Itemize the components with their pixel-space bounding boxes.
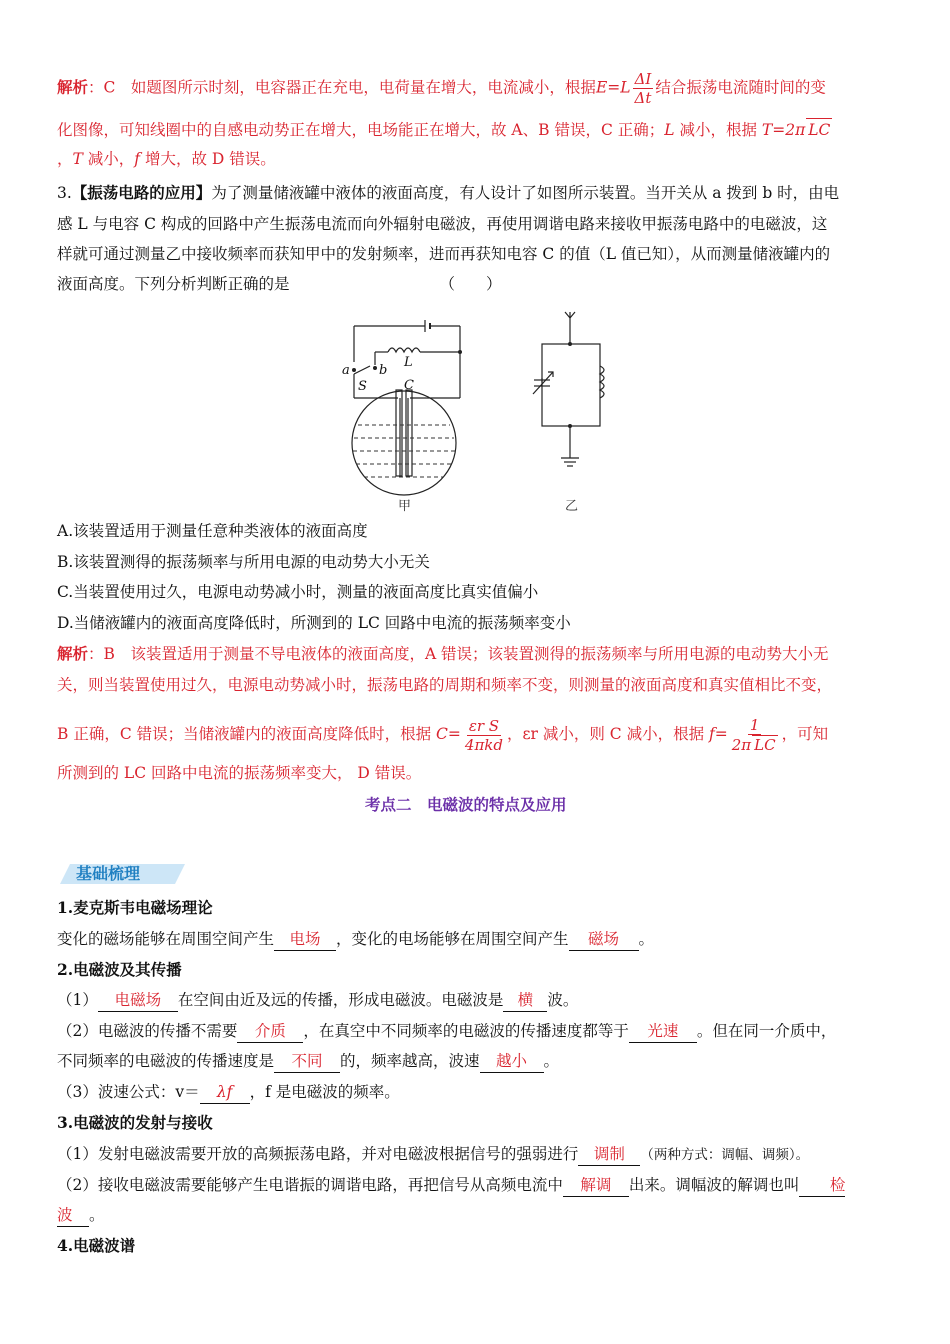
blank-answer: 解调 bbox=[563, 1174, 629, 1197]
section1-text bbox=[57, 928, 654, 951]
blank-answer: 波 bbox=[57, 1204, 89, 1227]
section3-p3 bbox=[57, 1204, 105, 1227]
option-c[interactable]: C.当装置使用过久，电源电动势减小时，测量的液面高度比真实值偏小 bbox=[57, 583, 539, 601]
analysis-text: 化图像，可知线圈中的自感电动势正在增大，电场能正在增大，故 A、B 错误，C 正确； bbox=[57, 121, 665, 139]
text: 出来。调幅波的解调也叫 bbox=[628, 1176, 800, 1194]
analysis-text: 增大，故 D 错误。 bbox=[140, 150, 276, 168]
text: （3）波速公式：v＝ bbox=[57, 1083, 200, 1101]
fraction-capacitance: $\frac{\text{εr S}}{\text{4πkd}}$ bbox=[464, 716, 503, 754]
section3-title: 3.电磁波的发射与接收 bbox=[57, 1113, 213, 1132]
equation-f: f= bbox=[709, 725, 728, 743]
blank-answer: 横 bbox=[503, 989, 547, 1012]
text: （1） bbox=[57, 991, 98, 1009]
q3-line2: 感 L 与电容 C 构成的回路中产生振荡电流而向外辐射电磁波，再使用调谐电路来接收甲振荡电路中的电磁波，这 bbox=[57, 215, 828, 233]
label-b: b bbox=[379, 363, 388, 378]
section2-p3 bbox=[57, 1050, 559, 1073]
figure-jia bbox=[330, 310, 480, 515]
section3-p2 bbox=[57, 1174, 845, 1197]
text: 在空间由近及远的传播，形成电磁波。电磁波是 bbox=[177, 991, 504, 1009]
text: （1）发射电磁波需要开放的高频振荡电路，并对电磁波根据信号的强弱进行 bbox=[57, 1145, 579, 1163]
label-yi: 乙 bbox=[565, 499, 579, 514]
text: 。 bbox=[89, 1206, 105, 1224]
q3-line3: 样就可通过测量乙中接收频率而获知甲中的发射频率，进而再获知电容 C 的值（L 值已知），从而测量储液罐内的 bbox=[57, 245, 831, 263]
section2-p4 bbox=[57, 1081, 400, 1104]
analysis-text: ， bbox=[57, 150, 73, 168]
blank-answer: 光速 bbox=[629, 1020, 697, 1043]
q2-analysis-line2 bbox=[57, 118, 832, 141]
text: （2）电磁波的传播不需要 bbox=[57, 1022, 238, 1040]
text: ，f 是电磁波的频率。 bbox=[249, 1083, 400, 1101]
blank-answer: 调制 bbox=[578, 1143, 640, 1166]
label-l: L bbox=[404, 355, 413, 370]
q3-line4 bbox=[57, 273, 502, 295]
q2-analysis-line3 bbox=[57, 148, 276, 170]
analysis-text: 减小， bbox=[82, 150, 135, 168]
symbol-f: f bbox=[134, 150, 141, 168]
section4-title: 4.电磁波谱 bbox=[57, 1236, 136, 1255]
analysis-text: 减小，根据 bbox=[674, 121, 762, 139]
equation-t: T=2π bbox=[761, 121, 806, 139]
analysis-text: ，εr 减小，则 C 减小，根据 bbox=[507, 725, 710, 743]
equation-e: E=L bbox=[595, 78, 631, 97]
analysis-label: 解析 bbox=[57, 77, 89, 97]
option-a[interactable]: A.该装置适用于测量任意种类液体的液面高度 bbox=[57, 522, 368, 540]
question-number: 3. bbox=[57, 184, 72, 202]
equation-c: C= bbox=[436, 725, 461, 743]
q3-analysis-line4: 所测到的 LC 回路中电流的振荡频率变大， D 错误。 bbox=[57, 764, 422, 782]
text: ，在真空中不同频率的电磁波的传播速度都等于 bbox=[303, 1022, 629, 1040]
answer-paren: （ ） bbox=[439, 275, 502, 293]
option-d[interactable]: D.当储液罐内的液面高度降低时，所测到的 LC 回路中电流的振荡频率变小 bbox=[57, 614, 571, 632]
option-b[interactable]: B.该装置测得的振荡频率与所用电源的电动势大小无关 bbox=[57, 553, 430, 571]
svg-text:基础梳理: 基础梳理 bbox=[76, 864, 141, 883]
analysis-text: ，可知 bbox=[781, 725, 829, 743]
label-s: S bbox=[358, 379, 367, 394]
fraction-di-dt: $\frac{\Delta I}{\Delta t}$ bbox=[634, 70, 652, 107]
blank-answer: 介质 bbox=[237, 1020, 303, 1043]
symbol-t: T bbox=[72, 150, 83, 168]
text: （两种方式：调幅、调频）。 bbox=[640, 1147, 810, 1163]
q3-analysis-line2: 关，则当装置使用过久，电源电动势减小时，振荡电路的周期和频率不变，则测量的液面高度和真实值相比不变， bbox=[57, 676, 833, 694]
analysis-text: B 正确，C 错误；当储液罐内的液面高度降低时，根据 bbox=[57, 725, 437, 743]
q3-line1 bbox=[57, 182, 839, 204]
text: 不同频率的电磁波的传播速度是 bbox=[57, 1052, 275, 1070]
analysis-label: 解析 bbox=[57, 644, 89, 663]
analysis-text: 结合振荡电流随时间的变 bbox=[655, 78, 826, 97]
blank-answer: λf bbox=[200, 1081, 250, 1104]
fraction-frequency: $\frac{1}{\text{2π LC}}$ bbox=[731, 716, 776, 754]
analysis-text: 如题图所示时刻，电容器正在充电，电荷量在增大，电流减小，根据 bbox=[130, 78, 596, 97]
analysis-answer: B bbox=[103, 645, 115, 663]
text: 波。 bbox=[547, 991, 579, 1009]
blank-answer: 检 bbox=[799, 1174, 845, 1197]
question-text: 为了测量储液罐中液体的液面高度，有人设计了如图所示装置。当开关从 a 拨到 b 时，由电 bbox=[211, 184, 840, 202]
label-jia: 甲 bbox=[398, 499, 412, 514]
label-c: C bbox=[404, 378, 414, 393]
blank-answer: 越小 bbox=[480, 1050, 544, 1073]
sqrt-lc: LC bbox=[806, 118, 832, 141]
section1-title: 1.麦克斯韦电磁场理论 bbox=[57, 898, 213, 917]
figure-yi bbox=[525, 310, 615, 515]
text: 的，频率越高，波速 bbox=[340, 1052, 480, 1070]
badge-basic-review bbox=[60, 860, 185, 886]
analysis-text: 该装置适用于测量不导电液体的液面高度，A 错误；该装置测得的振荡频率与所用电源的电动势大小无 bbox=[130, 645, 829, 663]
q3-analysis-line1: 解析：B 该装置适用于测量不导电液体的液面高度，A 错误；该装置测得的振荡频率与所用电源的电动势大小无 bbox=[57, 644, 829, 663]
label-a: a bbox=[342, 363, 350, 378]
blank-answer: 电场 bbox=[274, 928, 336, 951]
section3-p1 bbox=[57, 1143, 809, 1166]
blank-answer: 电磁场 bbox=[98, 989, 178, 1012]
text: （2）接收电磁波需要能够产生电谐振的调谐电路，再把信号从高频电流中 bbox=[57, 1176, 563, 1194]
blank-answer: 磁场 bbox=[569, 928, 639, 951]
text: 。 bbox=[638, 930, 655, 948]
analysis-answer: C bbox=[103, 78, 116, 97]
symbol-l: L bbox=[664, 121, 675, 139]
section2-p2 bbox=[57, 1020, 836, 1043]
blank-answer: 不同 bbox=[274, 1050, 340, 1073]
q2-analysis-line1: 解析：C 如题图所示时刻，电容器正在充电，电荷量在增大，电流减小，根据E=L $\frac{\Delta I}{\Delta t}$ 结合振荡电流随时间的变 bbox=[57, 70, 826, 107]
question-text: 液面高度。下列分析判断正确的是 bbox=[57, 275, 290, 293]
question-tag: 【振荡电路的应用】 bbox=[71, 183, 212, 202]
text: ，变化的电场能够在周围空间产生 bbox=[336, 930, 569, 948]
section2-p1 bbox=[57, 989, 578, 1012]
q3-analysis-line3 bbox=[57, 716, 828, 754]
text: 变化的磁场能够在周围空间产生 bbox=[57, 930, 275, 948]
section-title: 考点二 电磁波的特点及应用 bbox=[365, 795, 567, 814]
section2-title: 2.电磁波及其传播 bbox=[57, 960, 182, 979]
text: 。但在同一介质中， bbox=[696, 1022, 837, 1040]
text: 。 bbox=[543, 1052, 560, 1070]
